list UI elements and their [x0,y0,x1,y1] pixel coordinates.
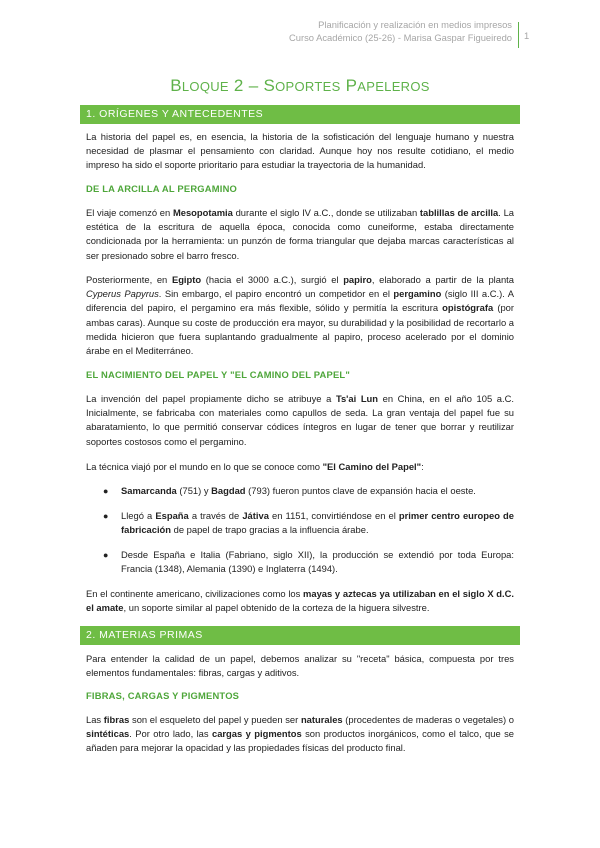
paragraph-fibras: Las fibras son el esqueleto del papel y pueden ser naturales (procedentes de maderas o vegetales) o sintéticas. Por otro lado, las cargas y pigmentos son productos inorgánicos, como el talco, que se añaden para mejorar la opacidad y las propiedades físicas del producto final. [86,714,514,754]
paragraph-tsai-lun: La invención del papel propiamente dicho se atribuye a Ts'ai Lun en China, en el año 105 a.C. Inicialmente, se fabricaba con materiales como capullos de seda. La gran ventaja del papel fue su abaratamiento, lo que permitió conservar códices íntegros en lugar de tener que borrar y reutilizar soportes costosos como el pergamino. [86,393,514,447]
list-item-espana: Llegó a España a través de Játiva en 1151, convirtiéndose en el primer centro europeo de fabricación de papel de trapo gracias a la influencia árabe. [121,510,514,536]
page-number: 1 [524,30,530,41]
paragraph-egipto: Posteriormente, en Egipto (hacia el 3000 a.C.), surgió el papiro, elaborado a partir de la planta Cyperus Papyrus. Sin embargo, el papiro encontró un competidor en el pergamino (siglo III a.C.). A diferencia del papiro, el pergamino era más flexible, sólido y permitía la escritura opistógrafa (por ambas caras). Aunque su coste de producción era mayor, su durabilidad y la posibilidad de recortarlo a medida hicieron que fuera suplantando gradualmente al papiro, proceso acelerado por el dominio árabe en el Mediterráneo. [86,274,514,357]
paragraph-camino-papel: La técnica viajó por el mundo en lo que se conoce como "El Camino del Papel": [86,461,424,472]
subheading-arcilla-pergamino: DE LA ARCILLA AL PERGAMINO [86,183,238,194]
document-title: BLOQUE 2 – SOPORTES PAPELEROS [170,76,430,95]
subheading-nacimiento-papel: EL NACIMIENTO DEL PAPEL Y "EL CAMINO DEL PAPEL" [86,369,350,380]
subheading-fibras-cargas: FIBRAS, CARGAS Y PIGMENTOS [86,690,240,701]
paragraph-america: En el continente americano, civilizaciones como los mayas y aztecas ya utilizaban en el siglo X d.C. el amate, un soporte similar al papel obtenido de la corteza de la higuera silvestre. [86,588,514,614]
bullet-marker: ● [103,511,109,521]
paragraph-intro: La historia del papel es, en esencia, la historia de la sofisticación del lenguaje humano y nuestra necesidad de plasmar el pensamiento con claridad. Aunque hoy nos resulte cotidiano, el medio impreso ha sido el soporte prioritario para estudiar la trayectoria de la humanidad. [86,131,514,171]
header-text [289,18,512,44]
paragraph-receta: Para entender la calidad de un papel, debemos analizar su "receta" básica, compuesta por tres elementos fundamentales: fibras, cargas y aditivos. [86,653,514,679]
section-heading-origenes: 1. ORÍGENES Y ANTECEDENTES [80,105,520,124]
bullet-marker: ● [103,550,109,560]
header-author-line: Curso Académico (25-26) - Marisa Gaspar Figueiredo [288,32,512,43]
bullet-marker: ● [103,486,109,496]
paragraph-mesopotamia: El viaje comenzó en Mesopotamia durante el siglo IV a.C., donde se utilizaban tablillas de arcilla. La estética de la escritura de aquella época, conocida como cuneiforme, estaba directamente condicionada por la herramienta: un punzón de forma triangular que dejaba marcas características al ser presionado sobre el barro fresco. [86,207,514,261]
header-divider [518,22,519,48]
section-heading-materias-primas: 2. MATERIAS PRIMAS [80,626,520,645]
list-item-samarcanda: Samarcanda (751) y Bagdad (793) fueron puntos clave de expansión hacia el oeste. [121,485,476,496]
list-item-europa: Desde España e Italia (Fabriano, siglo XII), la producción se extendió por toda Europa: Francia (1348), Alemania (1390) e Inglaterra (1494). [121,549,514,575]
header-course-line: Planificación y realización en medios impresos [318,19,512,30]
